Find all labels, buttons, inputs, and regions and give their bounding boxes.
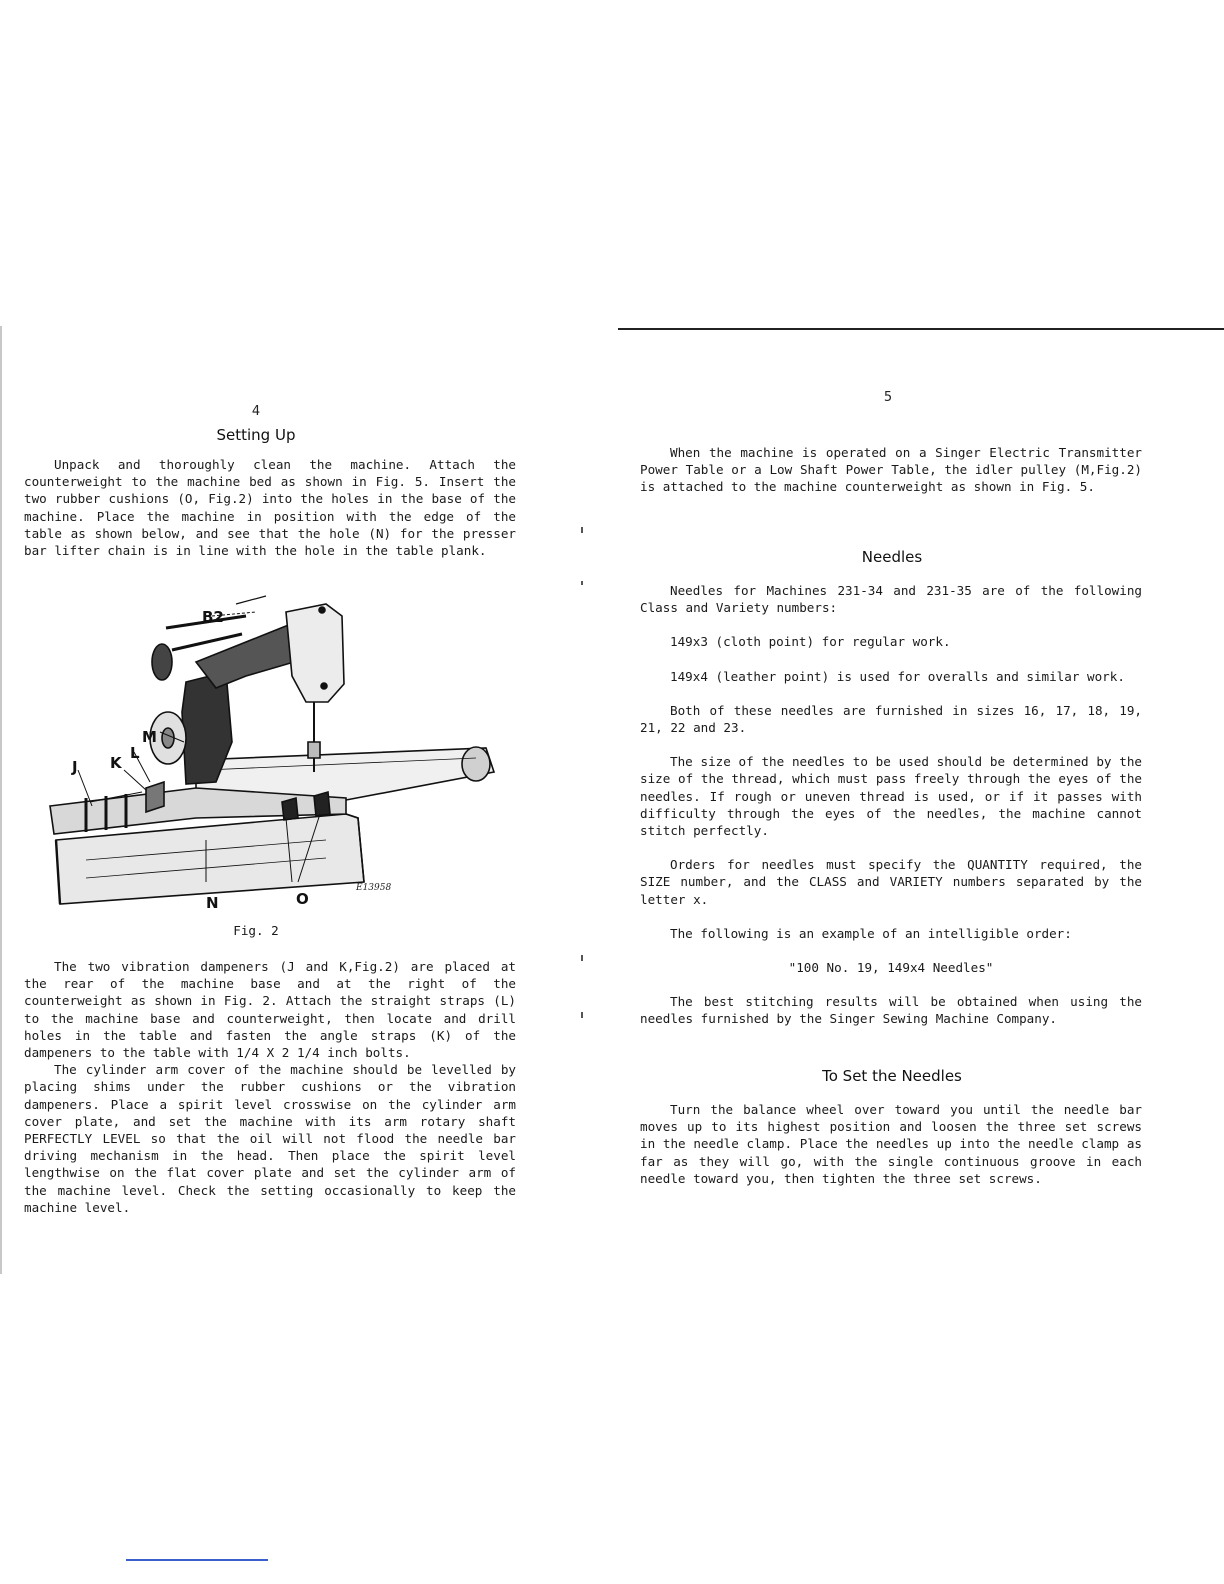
svg-text:K: K [110, 754, 122, 772]
set-needles-paragraph: Turn the balance wheel over toward you until the needle bar moves up to its highest position and loosen the three set screws in the needle clamp. Place the needles up into the needle clamp as far as they will go, with the single continuous groove in each needle toward you, then tighten the three set screws. [640, 1102, 1142, 1186]
machine-figure [46, 592, 504, 914]
section-heading-set-needles: To Set the Needles [822, 1067, 962, 1085]
needle-size-paragraph: The size of the needles to be used should be determined by the size of the thread, which must pass freely through the eyes of the needles. If rough or uneven thread is used, or if it passes with difficulty through the eyes of the needles, the machine cannot stitch perfectly. [640, 754, 1142, 839]
page-number-left: 4 [251, 404, 261, 419]
margin-mark [581, 581, 583, 585]
needle-sizes: Both of these needles are furnished in sizes 16, 17, 18, 19, 21, 22 and 23. [640, 702, 1142, 736]
best-results-paragraph: The best stitching results will be obtained when using the needles furnished by the Singer Sewing Machine Company. [640, 994, 1142, 1027]
needles-intro: Needles for Machines 231-34 and 231-35 are of the following Class and Variety numbers: [640, 583, 1142, 616]
needle-cloth-point: 149x3 (cloth point) for regular work. [670, 634, 951, 650]
bottom-link-underline [126, 1559, 268, 1561]
left-body-block [24, 958, 516, 1216]
section-heading-setting-up: Setting Up [216, 426, 296, 444]
set-needles-block [640, 1101, 1142, 1187]
figure-caption: Fig. 2 [233, 923, 279, 938]
figure-code: E13958 [356, 883, 392, 893]
left-intro-block [24, 456, 516, 559]
dampeners-paragraph: The two vibration dampeners (J and K,Fig.2) are placed at the rear of the machine base and at the right of the counterweight as shown in Fig. 2. Attach the straight straps (L) to the machine base and counterweight, then locate and drill holes in the table and fasten the angle straps (K) of the dampeners to the table with 1/4 X 2 1/4 inch bolts. [24, 959, 516, 1061]
svg-text:L: L [130, 744, 140, 762]
levelling-paragraph: The cylinder arm cover of the machine should be levelled by placing shims under the rubber cushions or the vibration dampeners. Place a spirit level crosswise on the cylinder arm cover plate, and set the machine with its arm rotary shaft PERFECTLY LEVEL so that the oil will not flood the needle bar driving mechanism in the head. Then place the spirit level lengthwise on the flat cover plate and set the cylinder arm of the machine level. Check the setting occasionally to keep the machine level. [24, 1062, 516, 1215]
section-heading-needles: Needles [861, 548, 923, 566]
needle-leather-point: 149x4 (leather point) is used for overalls and similar work. [670, 668, 1125, 684]
example-order: "100 No. 19, 149x4 Needles" [788, 960, 994, 976]
orders-paragraph: Orders for needles must specify the QUANTITY required, the SIZE number, and the CLASS and VARIETY numbers separated by the letter x. [640, 857, 1142, 907]
needles-block [640, 582, 1142, 1028]
margin-mark [581, 527, 583, 533]
margin-mark [581, 955, 583, 961]
setting-up-paragraph: Unpack and thoroughly clean the machine. Attach the counterweight to the machine bed as shown in Fig. 5. Insert the two rubber cushions (O, Fig.2) into the holes in the base of the machine. Place the machine in position with the edge of the table as shown below, and see that the hole (N) for the presser bar lifter chain is in line with the hole in the table plank. [24, 457, 516, 559]
top-rule [618, 328, 1224, 330]
page-number-right: 5 [883, 390, 893, 405]
svg-text:J: J [72, 758, 78, 776]
example-intro: The following is an example of an intelligible order: [670, 925, 1072, 941]
svg-text:O: O [296, 890, 309, 908]
svg-text:B2: B2 [202, 608, 224, 626]
right-top-block [640, 444, 1142, 496]
transmitter-paragraph: When the machine is operated on a Singer Electric Transmitter Power Table or a Low Shaft Power Table, the idler pulley (M,Fig.2) is attached to the machine counterweight as shown in Fig. 5. [640, 445, 1142, 495]
left-page-edge [0, 326, 2, 1274]
margin-mark [581, 1012, 583, 1018]
svg-text:N: N [206, 894, 219, 912]
svg-text:M: M [142, 728, 157, 746]
